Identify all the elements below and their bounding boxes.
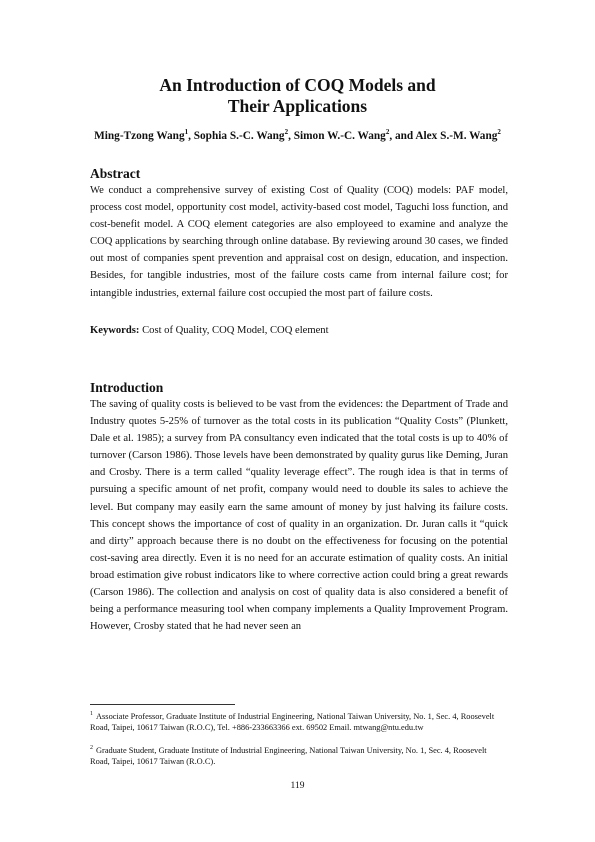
author-name: , and Alex S.-M. Wang [389, 130, 498, 142]
footnote-mark: 1 [90, 711, 93, 718]
paper-title [90, 75, 505, 117]
keywords-text: Cost of Quality, COQ Model, COQ element [139, 325, 329, 336]
footnote [90, 711, 508, 734]
affiliation-mark: 2 [385, 128, 390, 137]
author-name: Ming-Tzong Wang [94, 130, 185, 142]
introduction-heading: Introduction [90, 380, 164, 395]
title-line-1: An Introduction of COQ Models and [159, 75, 436, 95]
footnote [90, 745, 508, 768]
affiliation-mark: 1 [184, 128, 189, 137]
keywords-line [90, 323, 329, 339]
author-list [90, 128, 505, 145]
abstract-text: We conduct a comprehensive survey of existing Cost of Quality (COQ) models: PAF model, process cost model, opportunity cost model, activity-based cost model, Taguchi loss function, and cost-benefit model. A COQ element categories are also employeed to examine and analyze the COQ applications by searching through online database. By reviewing around 30 cases, we finded out most of companies spent prevention and appraisal cost on design, education, and inspection. Besides, for tangible industries, most of the failure costs came from internal failure cost; for intangible industries, external failure cost occupied the most part of failure costs. [90, 185, 508, 299]
page-number: 119 [290, 781, 305, 791]
author-name: , Simon W.-C. Wang [288, 130, 386, 142]
footnote-mark: 2 [90, 745, 93, 752]
footnote-text: Associate Professor, Graduate Institute of Industrial Engineering, National Taiwan University, No. 1, Sec. 4, Roosevelt Road, Taipei, 10617 Taiwan (R.O.C), Tel. +886-233663366 ext. 69502 Email. mtwang@ntu.edu.tw [90, 712, 495, 733]
author-name: , Sophia S.-C. Wang [188, 130, 285, 142]
title-line-2: Their Applications [227, 96, 368, 116]
keywords-label: Keywords: [90, 325, 140, 336]
footnote-text: Graduate Student, Graduate Institute of Industrial Engineering, National Taiwan University, No. 1, Sec. 4, Roosevelt Road, Taipei, 10617 Taiwan (R.O.C). [90, 746, 487, 767]
affiliation-mark: 2 [497, 128, 501, 137]
abstract-heading: Abstract [90, 166, 141, 181]
introduction-text: The saving of quality costs is believed to be vast from the evidences: the Department of Trade and Industry quotes 5-25% of turnover as the total costs in its publication “Quality Costs” (Plunkett, Dale et al. 1985); a survey from PA consultancy even indicated that the total costs is up to 40% of turnover (Carson 1986). Those levels have been demonstrated by quality gurus like Deming, Juran and Crosby. There is a term called “quality leverage effect”. The rough idea is that in terms of pursuing a specific amount of net profit, company would need to double its sales to achieve the level. But company may easily earn the same amount of money by just halving its failure costs. This concept shows the importance of cost of quality in an organization. Dr. Juran calls it “quick and dirty” approach because there is no doubt on the effectiveness for focusing on the potential cost-saving area directly. Even it is no need for an accurate estimation of quality costs. An initial broad estimation give robust indicators like to where corrective action could bring a great rewards (Carson 1986). The collection and analysis on cost of quality data is also considered a benefit of being a performance measuring tool when company implements a Quality Improvement Program. However, Crosby stated that he had never seen an [90, 399, 508, 633]
affiliation-mark: 2 [284, 128, 289, 137]
footnote-divider [90, 704, 235, 705]
